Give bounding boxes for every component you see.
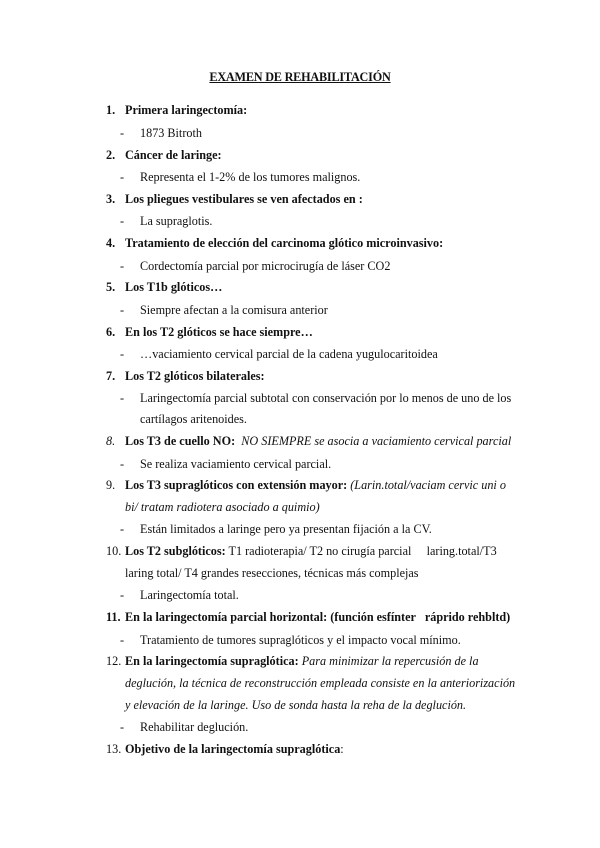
question: Los pliegues vestibulares se ven afectados en : (125, 192, 363, 206)
question: Los T3 supraglóticos con extensión mayor: (125, 478, 348, 492)
item-number: 13. (106, 742, 122, 756)
question-note-continued: bi/ tratam radiotera asociado a quimio) (125, 500, 320, 514)
question: Objetivo de la laringectomía supraglótica (125, 742, 341, 756)
question-line (125, 543, 497, 559)
question: Los T1b glóticos… (125, 280, 223, 294)
question: Cáncer de laringe: (125, 148, 222, 162)
item-number: 6. (106, 325, 116, 339)
question-note-continued: laring total/ T4 grandes resecciones, técnicas más complejas (125, 566, 419, 580)
question-note-continued: deglución, la técnica de reconstrucción empleada consiste en la anteriorización (125, 676, 516, 690)
answer: Cordectomía parcial por microcirugía de láser CO2 (140, 259, 391, 273)
answer: Laringectomía total. (140, 588, 239, 602)
question-note: T1 radioterapia/ T2 no cirugía parcial laring.total/T3 (228, 544, 497, 558)
item-number: 9. (106, 478, 116, 492)
answer: 1873 Bitroth (140, 126, 202, 140)
question-line (125, 477, 506, 493)
dash: - (120, 391, 125, 405)
dash: - (120, 633, 125, 647)
question-line (125, 653, 479, 669)
dash: - (120, 303, 125, 317)
question: En la laringectomía supraglótica: (125, 654, 299, 668)
item-number: 1. (106, 103, 116, 117)
answer: Están limitados a laringe pero ya presentan fijación a la CV. (140, 522, 432, 536)
question-line (125, 741, 344, 757)
answer: Tratamiento de tumores supraglóticos y el impacto vocal mínimo. (140, 633, 461, 647)
dash: - (120, 214, 125, 228)
dash: - (120, 259, 125, 273)
question: En los T2 glóticos se hace siempre… (125, 325, 313, 339)
item-number: 5. (106, 280, 116, 294)
dash: - (120, 347, 125, 361)
answer: …vaciamiento cervical parcial de la cadena yugulocaritoidea (140, 347, 438, 361)
dash: - (120, 720, 125, 734)
dash: - (120, 522, 125, 536)
question: Los T3 de cuello NO: (125, 434, 236, 448)
item-number: 11. (106, 610, 121, 624)
question-note: (Larin.total/vaciam cervic uni o (350, 478, 506, 492)
item-number: 7. (106, 369, 116, 383)
answer: Siempre afectan a la comisura anterior (140, 303, 328, 317)
answer: Representa el 1-2% de los tumores malignos. (140, 170, 361, 184)
question: Primera laringectomía: (125, 103, 248, 117)
dash: - (120, 126, 125, 140)
question-note: NO SIEMPRE se asocia a vaciamiento cervical parcial (241, 434, 512, 448)
question-note-continued: y elevación de la laringe. Uso de sonda hasta la reha de la deglución. (125, 698, 467, 712)
item-number: 4. (106, 236, 116, 250)
page-title: EXAMEN DE REHABILITACIÓN (209, 70, 391, 84)
dash: - (120, 170, 125, 184)
item-number: 2. (106, 148, 116, 162)
answer: Laringectomía parcial subtotal con conservación por lo menos de uno de los (140, 391, 512, 405)
answer-continued: cartílagos aritenoides. (140, 412, 247, 426)
question: Los T2 subglóticos: (125, 544, 226, 558)
answer: La supraglotis. (140, 214, 213, 228)
question-line (125, 433, 511, 449)
dash: - (120, 457, 125, 471)
question: Los T2 glóticos bilaterales: (125, 369, 265, 383)
question-note: Para minimizar la repercusión de la (301, 654, 479, 668)
item-number: 12. (106, 654, 122, 668)
item-number: 8. (106, 434, 116, 448)
dash: - (120, 588, 125, 602)
question: Tratamiento de elección del carcinoma glótico microinvasivo: (125, 236, 444, 250)
question: En la laringectomía parcial horizontal: (función esfínter ráprido rehbltd) (125, 610, 511, 624)
answer: Rehabilitar deglución. (140, 720, 249, 734)
item-number: 10. (106, 544, 122, 558)
item-number: 3. (106, 192, 116, 206)
question-colon: : (340, 742, 344, 756)
answer: Se realiza vaciamiento cervical parcial. (140, 457, 332, 471)
